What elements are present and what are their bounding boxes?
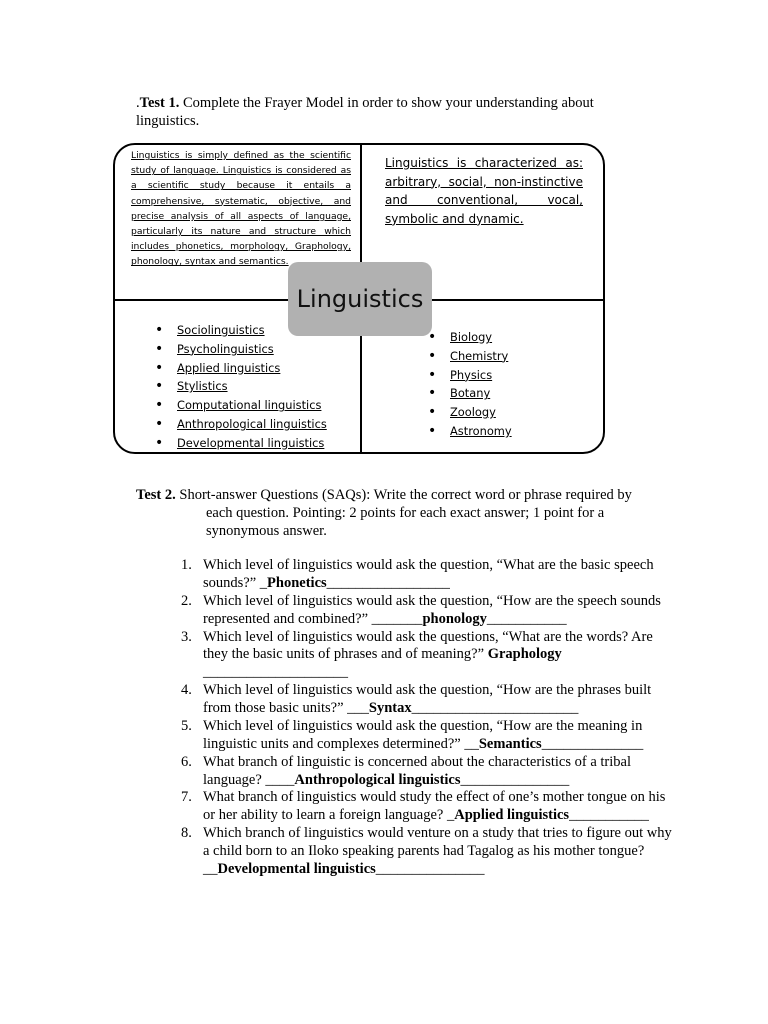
frayer-non-examples-list — [428, 328, 512, 441]
question-answer: Syntax — [368, 699, 412, 716]
list-item: • Zoology — [428, 403, 512, 422]
frayer-examples-list — [155, 321, 327, 453]
questions-list — [181, 557, 681, 879]
test1-prefix: . — [136, 95, 140, 111]
test1-label: Test 1. — [139, 95, 180, 111]
test2-heading — [136, 486, 656, 540]
question-answer: phonology — [422, 610, 487, 627]
question-item — [181, 754, 681, 790]
question-answer: Semantics — [478, 735, 542, 752]
question-number: 7. — [181, 789, 192, 806]
question-text: What branch of linguistic is concerned about the characteristics of a tribal language? ____ — [203, 753, 631, 788]
test1-instruction: Complete the Frayer Model in order to show your understanding about linguistics. — [136, 95, 594, 129]
frayer-characteristics: Linguistics is characterized as: arbitrary, social, non-instinctive and conventional, vocal, symbolic and dynamic. — [385, 156, 583, 226]
test2-label: Test 2. — [136, 487, 176, 503]
question-text: What branch of linguistics would study the effect of one’s mother tongue on his or her ability to learn a foreign language? _ — [203, 789, 666, 824]
question-answer: Anthropological linguistics — [294, 771, 461, 788]
question-answer: Applied linguistics — [454, 807, 570, 824]
question-number: 2. — [181, 592, 192, 609]
question-number: 5. — [181, 717, 192, 734]
list-item: • Physics — [428, 366, 512, 385]
frayer-center-term: Linguistics — [288, 262, 432, 336]
test2-instruction-line1: Short-answer Questions (SAQs): Write the correct word or phrase required by — [175, 487, 632, 503]
question-item — [181, 629, 681, 682]
answer-blank: _________________ — [326, 574, 450, 591]
question-text: Which branch of linguistics would venture on a study that tries to figure out why a child born to an Iloko speaking parents had Tagalog as his mother tongue? __ — [203, 825, 672, 877]
question-text: Which level of linguistics would ask the question, “How are the meaning in linguistic units and complexes determined?” __ — [203, 717, 643, 752]
question-number: 3. — [181, 628, 192, 645]
question-number: 4. — [181, 682, 192, 699]
list-item: • Astronomy — [428, 422, 512, 441]
list-item: • Chemistry — [428, 347, 512, 366]
list-item: • Computational linguistics — [155, 396, 327, 415]
question-text: Which level of linguistics would ask the question, “What are the basic speech sounds?” _ — [203, 557, 654, 591]
answer-blank: _______________ — [460, 771, 570, 788]
answer-blank: _______________ — [375, 860, 485, 877]
answer-blank: ______________ — [541, 735, 644, 752]
list-item: • Stylistics — [155, 377, 327, 396]
list-item: • Applied linguistics — [155, 359, 327, 378]
question-text: Which level of linguistics would ask the question, “How are the speech sounds represented and combined?” _______ — [203, 592, 661, 627]
answer-blank: ___________ — [569, 807, 649, 824]
question-number: 1. — [181, 557, 192, 573]
question-item — [181, 789, 681, 825]
list-item: • Psycholinguistics — [155, 340, 327, 359]
question-answer: Graphology — [487, 646, 562, 663]
list-item: • Developmental linguistics — [155, 434, 327, 453]
question-item — [181, 825, 681, 878]
answer-blank: _______________________ — [411, 699, 579, 716]
question-item — [181, 593, 681, 629]
frayer-definition: Linguistics is simply defined as the scientific study of language. Linguistics is considered as a scientific study because it entails a comprehensive, systematic, objective, and precise analysis of all aspects of language, particularly its nature and structure which includes phonetics, morphology, Graphology, phonology, syntax and semantics. — [131, 150, 351, 268]
answer-blank: ___________ — [486, 610, 567, 627]
answer-blank: ____________________ — [203, 664, 348, 681]
question-number: 6. — [181, 753, 192, 770]
question-answer: Phonetics — [267, 574, 327, 591]
list-item: • Anthropological linguistics — [155, 415, 327, 434]
question-text: Which level of linguistics would ask the question, “How are the phrases built from those basic units?” ___ — [203, 682, 652, 716]
question-item — [181, 718, 681, 754]
question-item — [181, 682, 681, 718]
question-text: Which level of linguistics would ask the questions, “What are the words? Are they the basic units of phrases and of meaning?” — [203, 628, 653, 663]
list-item: • Botany — [428, 384, 512, 403]
question-number: 8. — [181, 825, 192, 842]
test2-instruction-line2: each question. Pointing: 2 points for each exact answer; 1 point for a synonymous answer. — [206, 505, 605, 539]
list-item: • Sociolinguistics — [155, 321, 327, 340]
list-item: • Biology — [428, 328, 512, 347]
question-item — [181, 557, 681, 593]
question-answer: Developmental linguistics — [217, 860, 376, 877]
test1-heading — [136, 94, 636, 130]
